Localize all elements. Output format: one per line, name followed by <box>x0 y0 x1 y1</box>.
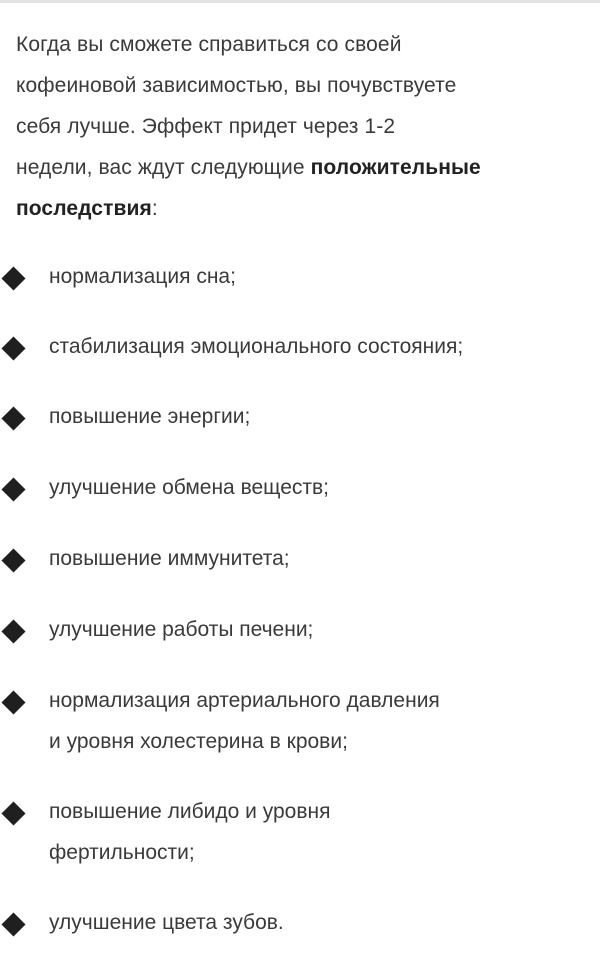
intro-bold-positive: положительные <box>310 156 481 179</box>
intro-line-2: кофеиновой зависимостью, вы почувствуете <box>16 74 457 97</box>
article-body <box>16 24 586 229</box>
diamond-bullet-icon <box>1 801 25 825</box>
top-divider <box>0 0 600 3</box>
intro-line-1: Когда вы сможете справиться со своей <box>16 33 402 56</box>
intro-line-3: себя лучше. Эффект придет через 1-2 <box>16 115 396 138</box>
diamond-bullet-icon <box>1 548 25 572</box>
benefit-text: улучшение цвета зубов. <box>49 911 284 934</box>
intro-paragraph <box>16 24 586 229</box>
diamond-bullet-icon <box>1 406 25 430</box>
benefit-text: повышение энергии; <box>49 405 251 428</box>
intro-line-4: недели, вас ждут следующие <box>16 156 311 179</box>
benefit-text: повышение иммунитета; <box>49 547 290 570</box>
benefit-text: нормализация артериального давления <box>49 689 440 712</box>
benefit-text: улучшение работы печени; <box>49 618 314 641</box>
benefit-text: улучшение обмена веществ; <box>49 476 330 499</box>
diamond-bullet-icon <box>1 690 25 714</box>
diamond-bullet-icon <box>1 912 25 936</box>
benefit-text: и уровня холестерина в крови; <box>49 730 348 753</box>
diamond-bullet-icon <box>1 619 25 643</box>
benefit-text: нормализация сна; <box>49 265 236 288</box>
benefit-text: стабилизация эмоционального состояния; <box>49 335 464 358</box>
intro-bold-consequences: последствия <box>16 197 152 220</box>
diamond-bullet-icon <box>1 336 25 360</box>
benefit-text: повышение либидо и уровня <box>49 800 331 823</box>
benefit-text: фертильности; <box>49 841 195 864</box>
diamond-bullet-icon <box>1 477 25 501</box>
diamond-bullet-icon <box>1 266 25 290</box>
intro-colon: : <box>151 197 158 220</box>
